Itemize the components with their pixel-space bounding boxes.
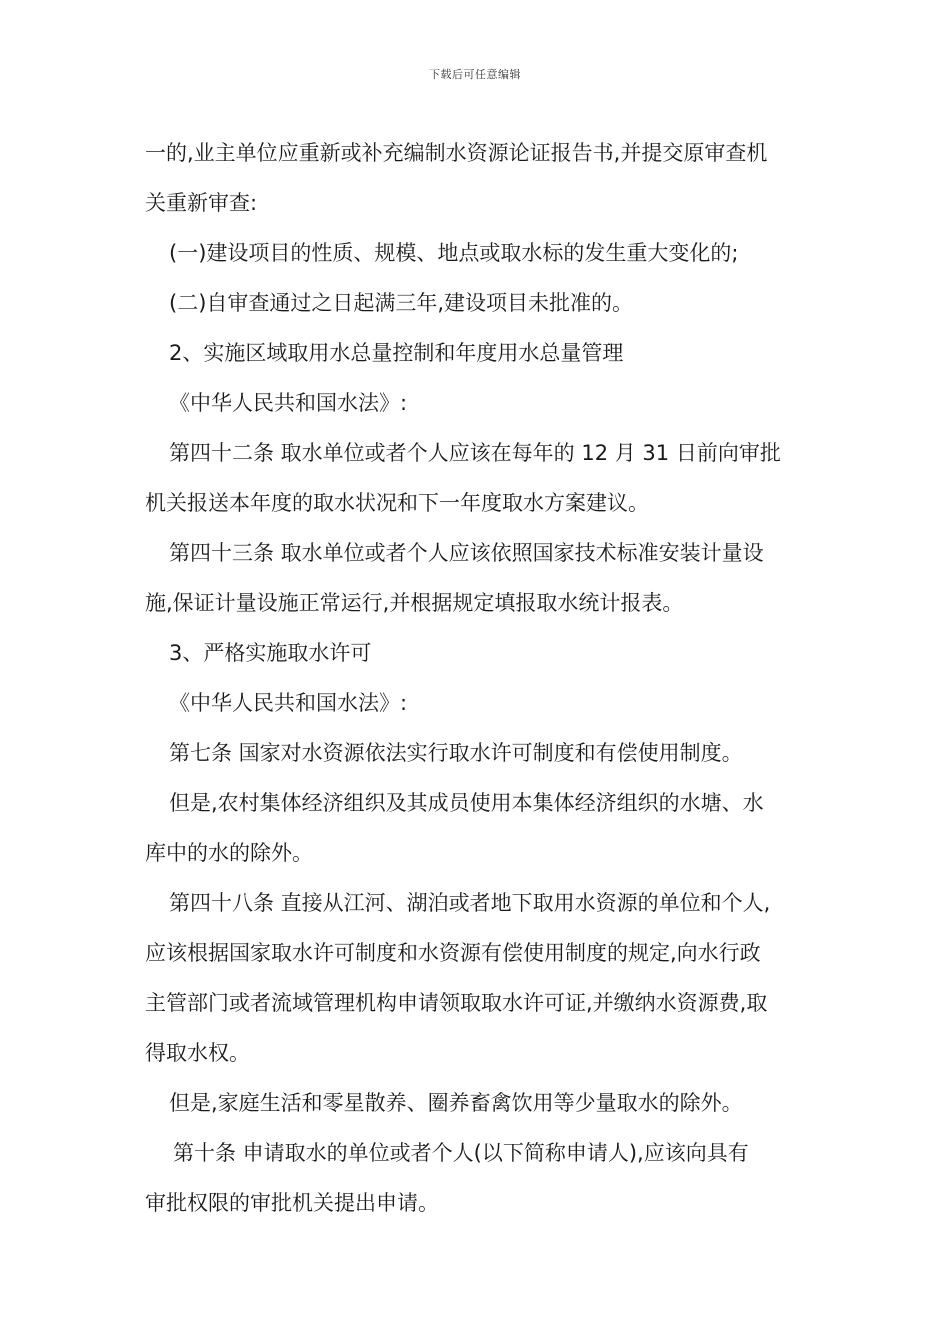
article-line: 第四十三条 取水单位或者个人应该依照国家技术标准安装计量设 [169,541,764,565]
text-line: 机关报送本年度的取水状况和下一年度取水方案建议。 [145,491,649,515]
article-line: 第四十八条 直接从江河、湖泊或者地下取用水资源的单位和个人, [169,891,771,915]
text-line: (一)建设项目的性质、规模、地点或取水标的发生重大变化的; [169,241,739,265]
text-line: 主管部门或者流域管理机构申请领取取水许可证,并缴纳水资源费,取 [145,991,768,1015]
text-line: 但是,家庭生活和零星散养、圈养畜禽饮用等少量取水的除外。 [169,1091,743,1115]
text-line: 应该根据国家取水许可制度和水资源有偿使用制度的规定,向水行政 [145,941,761,965]
article-line: 第四十二条 取水单位或者个人应该在每年的 12 月 31 日前向审批 [169,441,781,465]
text-line: 一的,业主单位应重新或补充编制水资源论证报告书,并提交原审查机 [145,141,768,165]
text-line: 得取水权。 [145,1041,250,1065]
text-line: 施,保证计量设施正常运行,并根据规定填报取水统计报表。 [145,591,684,615]
text-line: 审批权限的审批机关提出申请。 [145,1191,439,1215]
text-line: 库中的水的除外。 [145,841,313,865]
law-title: 《中华人民共和国水法》: [169,391,408,415]
text-line: 但是,农村集体经济组织及其成员使用本集体经济组织的水塘、水 [169,791,764,815]
text-line: (二)自审查通过之日起满三年,建设项目未批准的。 [169,291,634,315]
law-title: 《中华人民共和国水法》: [169,691,408,715]
section-heading: 3、严格实施取水许可 [169,641,372,665]
text-line: 关重新审查: [145,191,258,215]
article-line: 第十条 申请取水的单位或者个人(以下简称申请人),应该向具有 [173,1141,749,1165]
section-heading: 2、实施区域取用水总量控制和年度用水总量管理 [169,341,624,365]
document-body [145,128,810,1228]
page-header: 下载后可任意编辑 [429,68,521,81]
article-line: 第七条 国家对水资源依法实行取水许可制度和有偿使用制度。 [169,741,743,765]
